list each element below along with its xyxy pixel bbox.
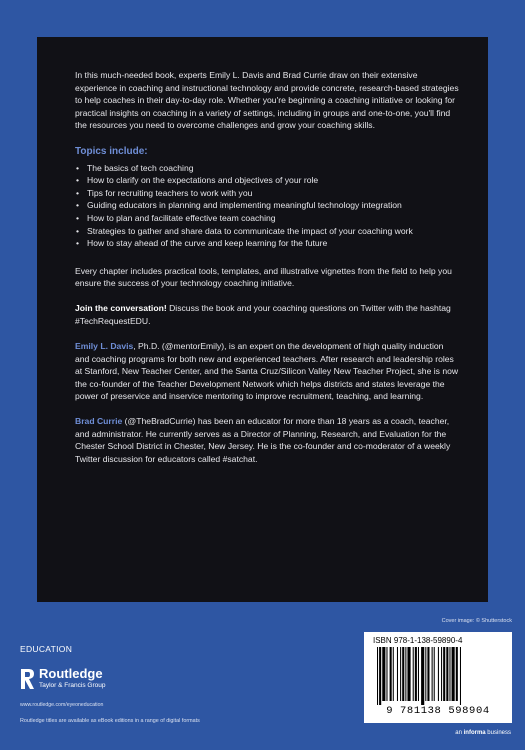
topics-list [75,162,460,250]
cover-credit: Cover image: © Shutterstock [441,618,512,624]
list-item: • Tips for recruiting teachers to work with you [75,187,460,200]
informa-business [455,730,511,736]
join-text: Discuss the book and your coaching questions on Twitter with the hashtag #TechRequestEDU. [75,302,451,326]
informa-suffix: business [485,730,511,736]
topics-heading: Topics include: [75,145,148,157]
list-item: • How to clarify on the expectations and objectives of your role [75,174,460,187]
barcode-icon [377,647,499,705]
publisher-subtitle: Taylor & Francis Group [39,682,106,689]
intro-paragraph: In this much-needed book, experts Emily L. Davis and Brad Currie draw on their extensive experience in coaching and instructional technology and provide concrete, research-based strategies to help coaches in their day-to-day role. Whether you're beginning a coaching initiative or looking for practical insights on coaching in a variety of settings, including in groups and one-to-one, you'll find the resources you need to overcome challenges and grow your coaching skills. [75,70,459,131]
author2-bio-text: (@TheBradCurrie) has been an educator for more than 18 years as a coach, teacher, and administrator. He currently serves as a Director of Planning, Research, and Evaluation for the Chester School District in Chester, New Jersey. He is the co-founder and co-moderator of a weekly Twitter discussion for educators called #satchat. [75,416,451,464]
author1-bio [75,340,460,403]
back-cover-panel [37,37,488,602]
list-item: • How to stay ahead of the curve and keep learning for the future [75,237,460,250]
informa-prefix: an [455,730,464,736]
back-cover-text [75,69,460,477]
ebook-note: Routledge titles are available as eBook editions in a range of digital formats [20,718,200,724]
barcode-number: 9 781138 598904 [386,705,490,717]
list-item: • The basics of tech coaching [75,162,460,175]
routledge-logo-icon [19,668,35,690]
publisher-name: Routledge [39,666,103,681]
informa-brand: informa [463,730,486,736]
author2-bio [75,415,460,465]
list-item: • Strategies to gather and share data to communicate the impact of your coaching work [75,225,460,238]
join-lead: Join the conversation! [75,302,167,313]
isbn-label: ISBN 978-1-138-59890-4 [373,636,463,645]
publisher-logo-text [39,667,105,690]
barcode-box [364,632,512,723]
list-item: • How to plan and facilitate effective team coaching [75,212,460,225]
chapter-note: Every chapter includes practical tools, templates, and illustrative vignettes from the field to help you ensure the success of your technology coaching initiative. [75,265,452,289]
author2-name: Brad Currie [75,416,123,427]
website-link[interactable]: www.routledge.com/eyeoneducation [20,702,104,708]
author1-name: Emily L. Davis [75,341,134,352]
join-paragraph [75,302,460,327]
list-item: • Guiding educators in planning and implementing meaningful technology integration [75,199,460,212]
category-label: EDUCATION [20,644,73,654]
author1-bio-text: , Ph.D. (@mentorEmily), is an expert on the development of high quality induction and coaching programs for both new and experienced teachers. After research and leadership roles at Stanford, New Teacher Center, and the Santa Cruz/Silicon Valley New Teacher Project, she is now the co-founder of the Teacher Development Network which helps districts and states leverage the power of preservice and inservice mentoring to improve recruitment, teaching, and learning. [75,341,459,402]
